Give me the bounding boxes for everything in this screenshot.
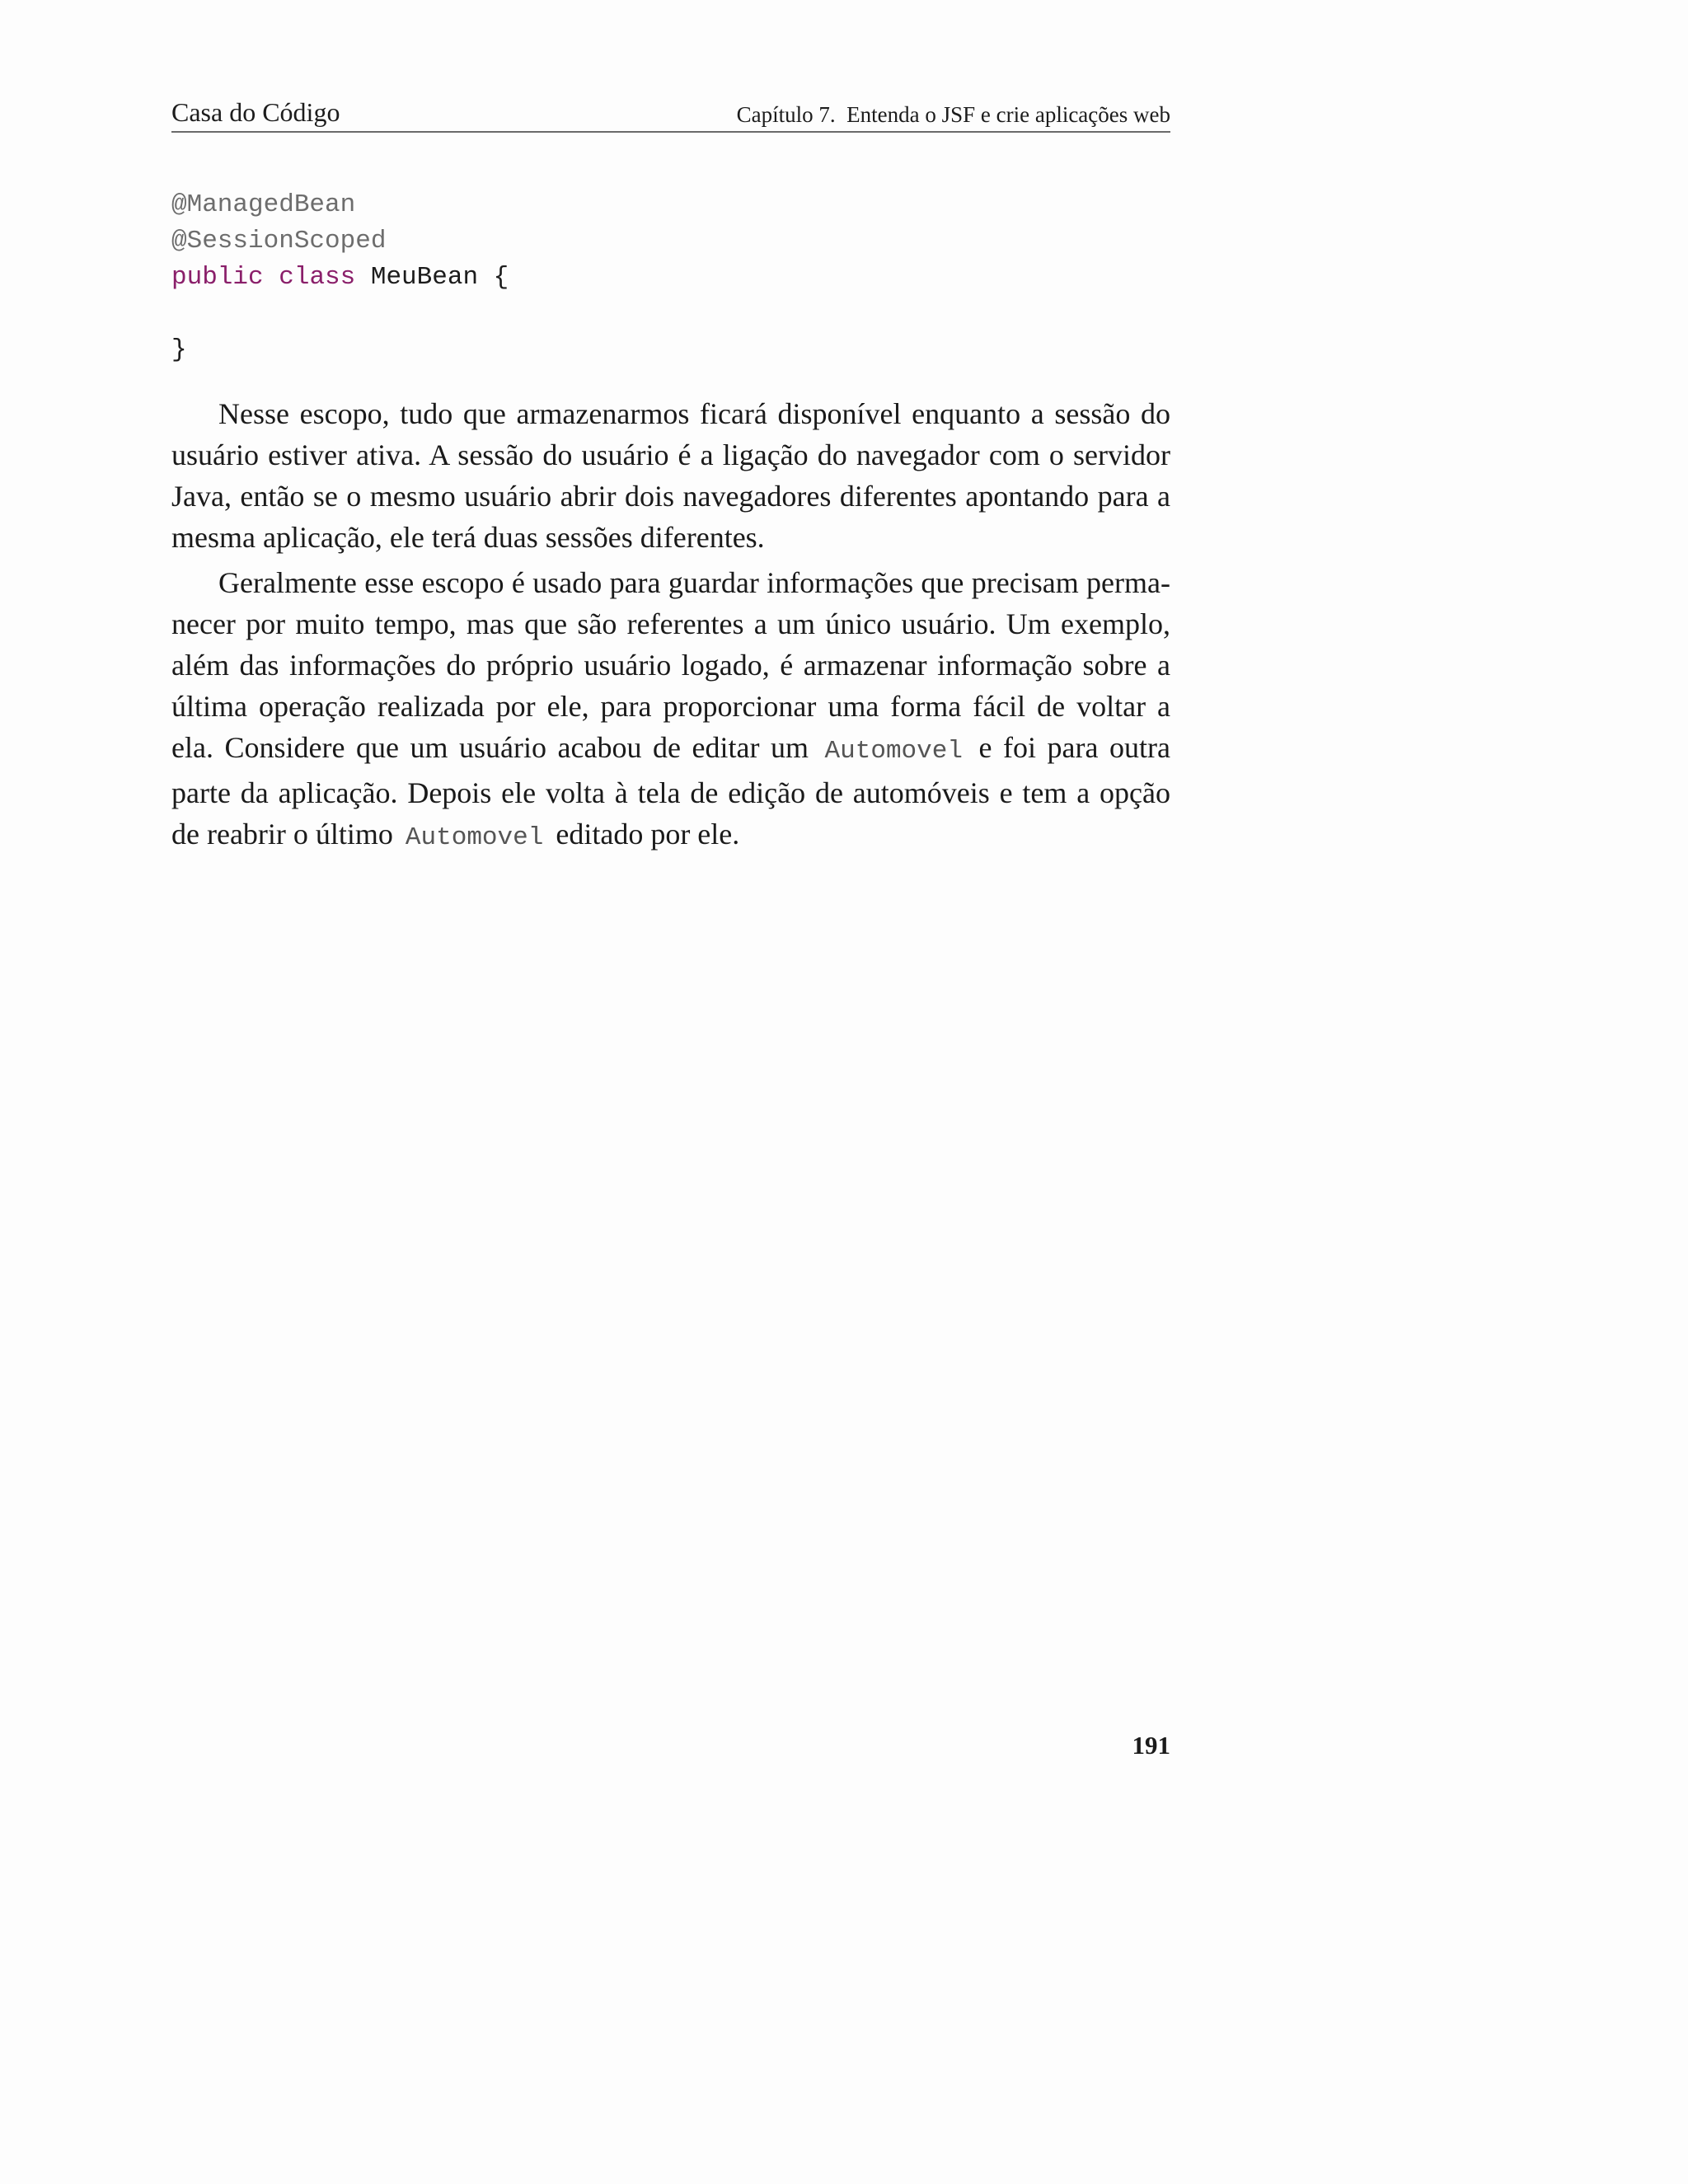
code-line-blank: [171, 296, 1170, 332]
paragraph-usage-example: [171, 562, 1170, 859]
managed-bean-annotation: @ManagedBean: [171, 190, 356, 219]
code-line-1: [171, 187, 1170, 223]
paragraph-text-3: editado por ele.: [556, 818, 740, 851]
code-line-5: [171, 332, 1170, 368]
public-keyword: public: [171, 263, 264, 292]
running-header: [171, 97, 1170, 133]
class-keyword: class: [279, 263, 356, 292]
page-number: 191: [1132, 1731, 1170, 1760]
closing-brace: }: [171, 335, 187, 364]
body-text: [171, 393, 1170, 859]
code-listing: [171, 187, 1170, 368]
chapter-title: Capítulo 7. Entenda o JSF e crie aplicações web: [736, 102, 1170, 127]
class-declaration: MeuBean {: [355, 263, 509, 292]
code-line-3: [171, 260, 1170, 296]
inline-code-automovel: Automovel: [824, 737, 963, 766]
book-page: [171, 97, 1170, 863]
book-title: Casa do Código: [171, 97, 340, 127]
paragraph-session-scope: Nesse escopo, tudo que armazenarmos ficará disponível enquanto a sessão do usuário estiver ativa. A sessão do usuário é a ligação do navegador com o servidor Java, então se o mesmo usuário abrir dois navegadores diferentes apontando para a mesma aplicação, ele terá duas sessões diferentes.: [171, 397, 1170, 554]
paragraph-text-1: Geralmente esse escopo é usado para guardar informações que precisam permanecer por muito tempo, mas que são referentes a um único usuário. Um exemplo, além das informações do próprio usuário logado, é armazenar informação sobre a última operação realizada por ele, para proporcionar uma forma fácil de voltar a ela. Considere que um usuário acabou de editar um: [171, 566, 1170, 764]
session-scoped-annotation: @SessionScoped: [171, 227, 387, 255]
code-line-2: [171, 223, 1170, 260]
inline-code-automovel-2: Automovel: [405, 823, 544, 852]
paragraph-text-2: e foi para outra parte da aplicação. Depois ele volta à tela de edição de automóveis e tem a opção de reabrir o último: [171, 731, 1170, 851]
